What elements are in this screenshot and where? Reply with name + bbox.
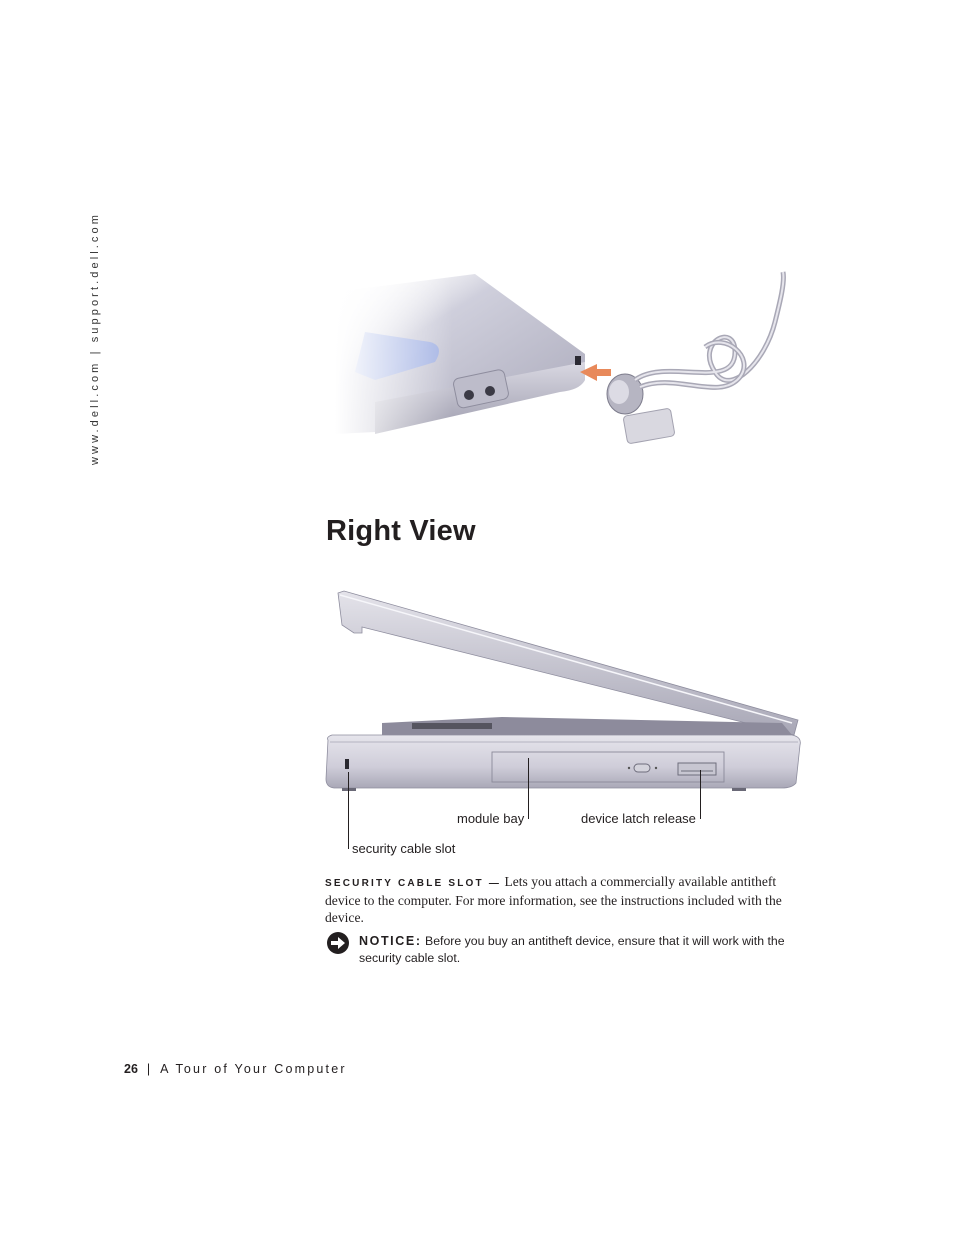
page-number: 26 bbox=[124, 1062, 138, 1076]
module-bay-leader bbox=[528, 758, 529, 819]
right-view-illustration bbox=[322, 585, 806, 865]
callout-device-latch-release: device latch release bbox=[581, 811, 696, 826]
sidebar-url bbox=[84, 211, 106, 465]
security-cable-slot-description bbox=[325, 873, 805, 926]
notice-label: NOTICE: bbox=[359, 934, 422, 948]
notice-text-block bbox=[359, 933, 819, 967]
chapter-title: A Tour of Your Computer bbox=[160, 1062, 347, 1076]
latch-release-leader bbox=[700, 770, 701, 819]
notice-arrow-icon bbox=[326, 931, 350, 955]
page-footer bbox=[124, 1062, 347, 1076]
security-cable-illustration bbox=[335, 262, 805, 472]
callout-module-bay: module bay bbox=[457, 811, 525, 826]
notice-text: Before you buy an antitheft device, ensure that it will work with the security cable slot. bbox=[359, 934, 785, 965]
section-title: Right View bbox=[326, 515, 476, 547]
sidebar-url-text: www.dell.com | support.dell.com bbox=[89, 211, 101, 465]
security-slot-leader bbox=[348, 772, 349, 849]
description-text: Lets you attach a commercially available antitheft device to the computer. For more information, see the instructions included with the device. bbox=[325, 874, 782, 925]
callout-security-cable-slot: security cable slot bbox=[352, 841, 456, 856]
footer-separator: | bbox=[146, 1062, 151, 1076]
description-term: SECURITY CABLE SLOT — bbox=[325, 878, 502, 889]
